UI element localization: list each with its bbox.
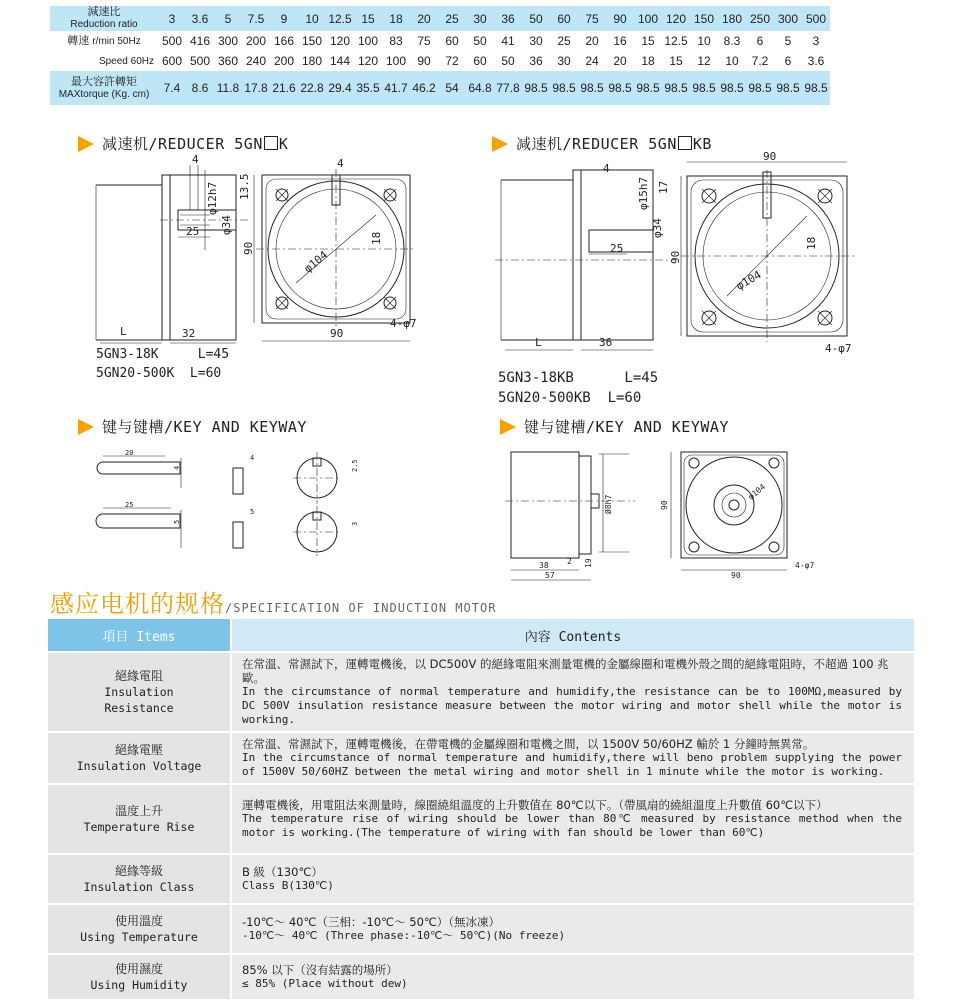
ratio-cell: 250 — [746, 6, 774, 31]
key-keyway-title-right: 键与键槽/KEY AND KEYWAY — [500, 416, 729, 437]
torque-row — [50, 71, 830, 105]
speed-cell: 300 — [214, 31, 242, 51]
torque-cell: 98.5 — [606, 71, 634, 105]
arrow-icon — [78, 136, 94, 152]
spec-key: 絕緣電阻 Insulation Resistance — [48, 652, 230, 732]
torque-cell: 98.5 — [802, 71, 830, 105]
ratio-cell: 12.5 — [326, 6, 354, 31]
torque-cell: 8.6 — [186, 71, 214, 105]
arrow-icon — [500, 419, 516, 435]
torque-cell: 77.8 — [494, 71, 522, 105]
torque-cell: 98.5 — [662, 71, 690, 105]
spec-title-cn: 感应电机的规格 — [50, 590, 225, 618]
ratio-cell: 5 — [214, 6, 242, 31]
torque-header: 最大容許轉矩 MAXtorque (Kg. cm) — [50, 71, 158, 105]
dim-key-2-5: 2.5 — [351, 459, 359, 472]
ratio-row — [50, 6, 830, 31]
speed-cell: 166 — [270, 31, 298, 51]
speed-cell: 41 — [494, 31, 522, 51]
dim-18: 18 — [370, 231, 383, 245]
speed-cell: 416 — [186, 31, 214, 51]
dim-12h7: φ12h7 — [206, 181, 219, 215]
torque-cell: 41.7 — [382, 71, 410, 105]
dim-104-kb: φ104 — [746, 482, 768, 502]
dim-25: 25 — [610, 242, 624, 255]
speed-cell: 7.2 — [746, 51, 774, 71]
speed-cell: 75 — [410, 31, 438, 51]
dim-34: φ34 — [651, 218, 664, 238]
arrow-icon — [78, 419, 94, 435]
spec-value: 在常溫、常濕試下，運轉電機後，在帶電機的金屬線圈和電機之間，以 1500V 50/60HZ 輸於 1 分鐘時無異常。 In the circumstance of normal temperature and humidify,there will beno problem supplying the power of 1500V 50/60HZ between the metal wiring and motor shell in 1 minute while the motor is working. — [232, 732, 914, 784]
spec-value: B 級（130℃） Class B(130℃) — [232, 854, 914, 904]
spec-row — [48, 854, 914, 904]
reducer-k-title: 减速机/REDUCER 5GN K — [78, 133, 288, 154]
spec-key: 絕緣電壓 Insulation Voltage — [48, 732, 230, 784]
ratio-cell: 60 — [550, 6, 578, 31]
speed-cell: 30 — [550, 51, 578, 71]
dim-104: φ104 — [301, 248, 331, 276]
torque-cell: 98.5 — [718, 71, 746, 105]
speed-cell: 120 — [326, 31, 354, 51]
speed-cell: 60 — [438, 31, 466, 51]
spec-row — [48, 652, 914, 732]
speed-cell: 10 — [718, 51, 746, 71]
speed-cell: 150 — [298, 31, 326, 51]
dim-key-5b: 5 — [250, 508, 255, 516]
speed-cell: 16 — [606, 31, 634, 51]
torque-cell: 54 — [438, 71, 466, 105]
dim-L: L — [120, 325, 127, 338]
dim-18: 18 — [805, 236, 818, 250]
speed-60-row — [50, 51, 830, 71]
speed-cell: 200 — [270, 51, 298, 71]
speed-60-header: Speed 60Hz — [50, 51, 158, 71]
model-line: 5GN3-18KB L=45 — [498, 370, 659, 386]
torque-cell: 35.5 — [354, 71, 382, 105]
speed-cell: 20 — [578, 31, 606, 51]
dim-104: φ104 — [734, 268, 764, 293]
speed-cell: 600 — [158, 51, 186, 71]
speed-cell: 200 — [242, 31, 270, 51]
placeholder-box-icon — [678, 136, 692, 150]
spec-value: 在常溫、常濕試下，運轉電機後，以 DC500V 的絕緣電阻來測量電機的金屬線圈和電機外殼之間的絕緣電阻時，不超過 100 兆歐。 In the circumstance of normal temperature and humidify,the resistance can be to 100MΩ,measured by DC 500V insulation resistance measure between the motor wiring and motor shell while the motor is working. — [232, 652, 914, 732]
dim-L: L — [535, 336, 542, 349]
ratio-cell: 3 — [158, 6, 186, 31]
dim-4-front: 4 — [337, 157, 344, 170]
dim-13-5: 13.5 — [238, 173, 251, 200]
speed-cell: 3.6 — [802, 51, 830, 71]
dim-57: 57 — [545, 571, 555, 580]
spec-key: 使用濕度 Using Humidity — [48, 954, 230, 1000]
dim-90-vertical: 90 — [242, 241, 255, 255]
dim-key-4b: 4 — [250, 454, 255, 462]
model-line: 5GN3-18K L=45 — [96, 347, 230, 362]
speed-cell: 15 — [662, 51, 690, 71]
dim-90-kb-vertical: 90 — [660, 500, 669, 510]
dim-90-kb-horizontal: 90 — [731, 571, 741, 580]
dim-32: 32 — [182, 327, 196, 340]
spec-value: 運轉電機後，用電阻法來測量時，線圈繞組溫度的上升數值在 80℃以下。（帶風扇的繞組溫度上升數值 60℃以下） The temperature rise of wiring should be lower than 80℃ measured by resistance method when the motor is working.(The temperature of wiring with fan should be lower than 60℃) — [232, 784, 914, 854]
spec-row — [48, 904, 914, 954]
speed-50-header: 轉速 r/min 50Hz — [50, 31, 158, 51]
spec-row — [48, 954, 914, 1000]
ratio-cell: 10 — [298, 6, 326, 31]
speed-cell: 240 — [242, 51, 270, 71]
speed-cell: 500 — [186, 51, 214, 71]
speed-cell: 6 — [774, 51, 802, 71]
reduction-ratio-table — [50, 6, 830, 105]
ratio-cell: 9 — [270, 6, 298, 31]
torque-cell: 98.5 — [634, 71, 662, 105]
speed-cell: 120 — [354, 51, 382, 71]
speed-cell: 90 — [410, 51, 438, 71]
speed-50-row — [50, 31, 830, 51]
ratio-cell: 180 — [718, 6, 746, 31]
dim-key-25: 25 — [125, 501, 134, 509]
model-line: 5GN20-500K L=60 — [96, 366, 222, 381]
speed-cell: 25 — [550, 31, 578, 51]
speed-cell: 144 — [326, 51, 354, 71]
speed-cell: 180 — [298, 51, 326, 71]
spec-value: 85% 以下（沒有結露的場所） ≤ 85% (Place without dew) — [232, 954, 914, 1000]
dim-90-vertical: 90 — [669, 250, 682, 264]
model-line: 5GN20-500KB L=60 — [498, 390, 642, 406]
torque-cell: 98.5 — [774, 71, 802, 105]
dim-34: φ34 — [220, 215, 233, 235]
torque-cell: 29.4 — [326, 71, 354, 105]
torque-cell: 17.8 — [242, 71, 270, 105]
spec-key: 使用溫度 Using Temperature — [48, 904, 230, 954]
torque-cell: 98.5 — [578, 71, 606, 105]
ratio-cell: 150 — [690, 6, 718, 31]
spec-key: 溫度上升 Temperature Rise — [48, 784, 230, 854]
speed-cell: 60 — [466, 51, 494, 71]
dim-19: 19 — [584, 558, 593, 568]
dim-25: 25 — [186, 225, 200, 238]
speed-cell: 18 — [634, 51, 662, 71]
spec-table — [48, 619, 914, 1001]
speed-cell: 100 — [382, 51, 410, 71]
dim-4: 4 — [192, 153, 199, 166]
speed-cell: 24 — [578, 51, 606, 71]
dim-36: 36 — [599, 336, 613, 349]
speed-cell: 30 — [522, 31, 550, 51]
ratio-cell: 500 — [802, 6, 830, 31]
torque-cell: 64.8 — [466, 71, 494, 105]
key-keyway-drawing-right — [505, 448, 825, 588]
ratio-cell: 300 — [774, 6, 802, 31]
ratio-cell: 90 — [606, 6, 634, 31]
placeholder-box-icon — [264, 136, 278, 150]
speed-cell: 20 — [606, 51, 634, 71]
dim-4: 4 — [603, 162, 610, 175]
speed-cell: 500 — [158, 31, 186, 51]
ratio-cell: 100 — [634, 6, 662, 31]
dim-17: 17 — [657, 180, 670, 194]
speed-cell: 12 — [690, 51, 718, 71]
torque-cell: 98.5 — [690, 71, 718, 105]
speed-cell: 10 — [690, 31, 718, 51]
ratio-header: 減速比 Reduction ratio — [50, 6, 158, 31]
spec-value: -10℃～ 40℃（三相：-10℃～ 50℃）（無冰凍） -10℃～ 40℃ (Three phase:-10℃～ 50℃)(No freeze) — [232, 904, 914, 954]
dim-4-phi7: 4-φ7 — [390, 317, 417, 330]
dim-8h7: Ø8h7 — [604, 494, 613, 514]
torque-cell: 22.8 — [298, 71, 326, 105]
torque-cell: 98.5 — [550, 71, 578, 105]
ratio-cell: 7.5 — [242, 6, 270, 31]
speed-cell: 15 — [634, 31, 662, 51]
dim-2: 2 — [567, 557, 572, 566]
speed-cell: 83 — [382, 31, 410, 51]
dim-90-top: 90 — [763, 150, 777, 163]
speed-cell: 50 — [494, 51, 522, 71]
dim-key-5: 5 — [173, 519, 181, 524]
torque-cell: 7.4 — [158, 71, 186, 105]
ratio-cell: 25 — [438, 6, 466, 31]
dim-4-phi7-kb: 4-φ7 — [795, 561, 815, 570]
torque-cell: 98.5 — [522, 71, 550, 105]
ratio-cell: 120 — [662, 6, 690, 31]
dim-key-4: 4 — [173, 465, 181, 470]
speed-cell: 3 — [802, 31, 830, 51]
dim-90-horizontal: 90 — [330, 327, 344, 340]
torque-cell: 21.6 — [270, 71, 298, 105]
col-items: 項目 Items — [48, 619, 230, 652]
ratio-cell: 75 — [578, 6, 606, 31]
speed-cell: 5 — [774, 31, 802, 51]
spec-key: 絕緣等級 Insulation Class — [48, 854, 230, 904]
torque-cell: 98.5 — [746, 71, 774, 105]
key-keyway-title-left: 键与键槽/KEY AND KEYWAY — [78, 416, 307, 437]
reducer-kb-drawing — [495, 150, 875, 360]
ratio-cell: 18 — [382, 6, 410, 31]
ratio-cell: 15 — [354, 6, 382, 31]
col-contents: 內容 Contents — [232, 619, 914, 652]
torque-cell: 11.8 — [214, 71, 242, 105]
speed-cell: 72 — [438, 51, 466, 71]
ratio-cell: 20 — [410, 6, 438, 31]
dim-4-phi7: 4-φ7 — [825, 342, 852, 355]
key-keyway-drawing-left — [95, 448, 370, 558]
speed-cell: 36 — [522, 51, 550, 71]
reducer-kb-title: 减速机/REDUCER 5GN KB — [492, 133, 712, 154]
speed-cell: 360 — [214, 51, 242, 71]
spec-row — [48, 732, 914, 784]
spec-row — [48, 784, 914, 854]
ratio-cell: 30 — [466, 6, 494, 31]
ratio-cell: 3.6 — [186, 6, 214, 31]
spec-header-row — [48, 619, 914, 652]
dim-key-20: 20 — [125, 449, 134, 457]
ratio-cell: 50 — [522, 6, 550, 31]
dim-38: 38 — [539, 561, 549, 570]
speed-cell: 50 — [466, 31, 494, 51]
dim-15h7: φ15h7 — [637, 176, 650, 210]
ratio-cell: 36 — [494, 6, 522, 31]
spec-title-en: /SPECIFICATION OF INDUCTION MOTOR — [225, 601, 497, 615]
speed-cell: 12.5 — [662, 31, 690, 51]
spec-title — [50, 584, 496, 619]
dim-key-3: 3 — [351, 521, 359, 526]
speed-cell: 6 — [746, 31, 774, 51]
torque-cell: 46.2 — [410, 71, 438, 105]
speed-cell: 100 — [354, 31, 382, 51]
speed-cell: 8.3 — [718, 31, 746, 51]
reducer-k-drawing — [90, 155, 430, 350]
